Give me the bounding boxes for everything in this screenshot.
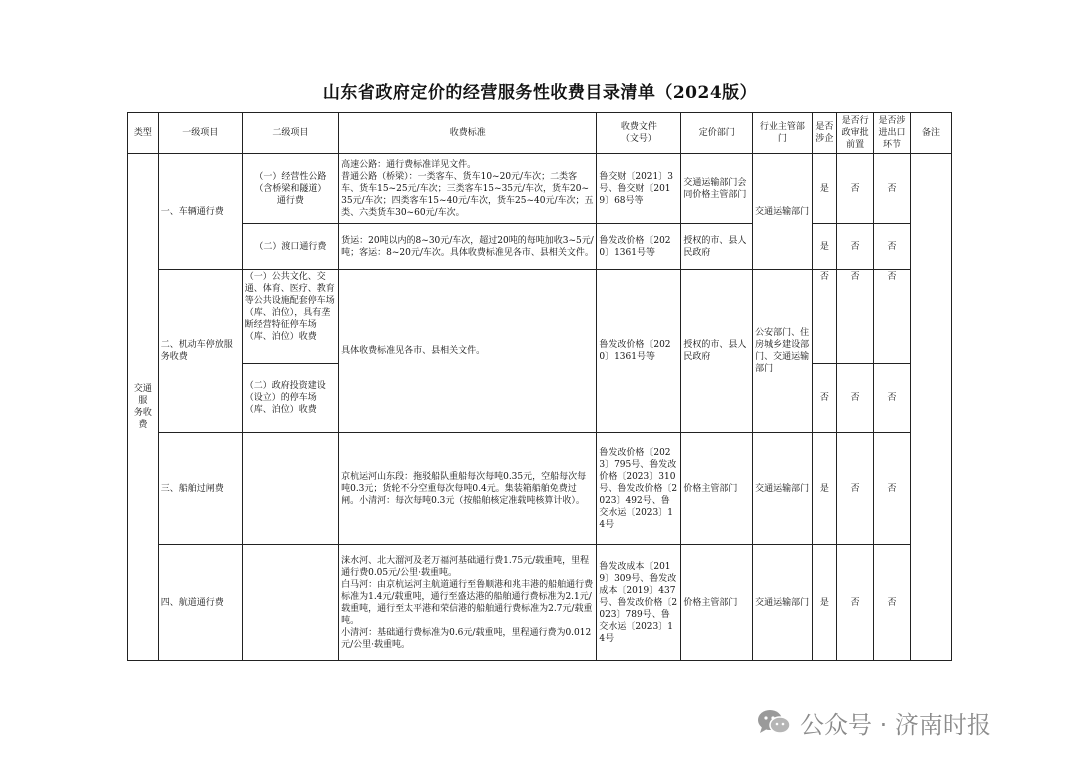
level2-cell: （一）经营性公路 （含桥梁和隧道） 通行费 [242, 154, 338, 224]
industry-dept-cell: 交通运输部门 [753, 433, 812, 545]
header-remarks: 备注 [910, 113, 951, 154]
header-document: 收费文件 （文号） [597, 113, 681, 154]
pricing-dept-cell: 授权的市、县人民政府 [681, 224, 753, 270]
involves-enterprise-cell: 否 [812, 364, 837, 433]
table-row [128, 154, 952, 224]
document-cell: 鲁交财〔2021〕3号、鲁交财〔2019〕68号等 [597, 154, 681, 224]
document-cell: 鲁发改价格〔2023〕795号、鲁发改价格〔2023〕310号、鲁发改价格〔2023〕492号、鲁交水运〔2023〕14号 [597, 433, 681, 545]
table-row [128, 224, 952, 270]
standard-cell: 货运：20吨以内的8~30元/车次，超过20吨的每吨加收3~5元/吨；客运：8~20元/车次。具体收费标准见各市、县相关文件。 [339, 224, 597, 270]
involves-enterprise-cell: 是 [812, 154, 837, 224]
level1-cell: 四、航道通行费 [158, 545, 242, 661]
watermark-text: 公众号 · 济南时报 [800, 710, 991, 739]
fee-catalog-table [127, 112, 952, 661]
level1-cell: 二、机动车停放服务收费 [158, 270, 242, 433]
pricing-dept-cell: 交通运输部门会同价格主管部门 [681, 154, 753, 224]
involves-enterprise-cell: 否 [812, 270, 837, 364]
pricing-dept-cell: 授权的市、县人民政府 [681, 270, 753, 433]
import-export-cell: 否 [874, 224, 911, 270]
watermark [756, 706, 991, 738]
level1-cell: 一、车辆通行费 [158, 154, 242, 270]
header-category: 类型 [128, 113, 159, 154]
gov-approval-cell: 否 [837, 433, 874, 545]
level1-cell: 三、船舶过闸费 [158, 433, 242, 545]
level2-cell [242, 545, 338, 661]
header-industry-dept: 行业主管部 门 [753, 113, 812, 154]
document-cell: 鲁发改成本〔2019〕309号、鲁发改成本〔2019〕437号、鲁发改价格〔2023〕789号、鲁交水运〔2023〕14号 [597, 545, 681, 661]
level2-cell [242, 433, 338, 545]
level2-cell: （一）公共文化、交通、体育、医疗、教育等公共设施配套停车场（库、泊位），具有垄断经营特征停车场（库、泊位）收费 [242, 270, 338, 364]
level2-cell: （二）政府投资建设（设立）的停车场（库、泊位）收费 [242, 364, 338, 433]
industry-dept-cell: 交通运输部门 [753, 545, 812, 661]
industry-dept-cell: 交通运输部门 [753, 154, 812, 270]
gov-approval-cell: 否 [837, 154, 874, 224]
import-export-cell: 否 [874, 545, 911, 661]
standard-cell: 具体收费标准见各市、县相关文件。 [339, 270, 597, 433]
remarks-cell [910, 154, 951, 661]
category-cell: 交通服 务收费 [128, 154, 159, 661]
header-level1: 一级项目 [158, 113, 242, 154]
header-level2: 二级项目 [242, 113, 338, 154]
header-involves-enterprise: 是否 涉企 [812, 113, 837, 154]
involves-enterprise-cell: 是 [812, 433, 837, 545]
page-title: 山东省政府定价的经营服务性收费目录清单（2024版） [322, 83, 758, 103]
gov-approval-cell: 否 [837, 270, 874, 364]
table-row [128, 433, 952, 545]
pricing-dept-cell: 价格主管部门 [681, 545, 753, 661]
import-export-cell: 否 [874, 154, 911, 224]
header-import-export: 是否涉 进出口 环节 [874, 113, 911, 154]
import-export-cell: 否 [874, 270, 911, 364]
header-row [128, 113, 952, 154]
import-export-cell: 否 [874, 433, 911, 545]
document-cell: 鲁发改价格〔2020〕1361号等 [597, 270, 681, 433]
gov-approval-cell: 否 [837, 364, 874, 433]
standard-cell: 京杭运河山东段：拖驳船队重船每次每吨0.35元，空船每次每吨0.3元；货轮不分空重每次每吨0.4元。集装箱船舶免费过闸。小清河：每次每吨0.3元（按船舶核定准载吨核算计收）。 [339, 433, 597, 545]
table-row [128, 270, 952, 364]
document-cell: 鲁发改价格〔2020〕1361号等 [597, 224, 681, 270]
involves-enterprise-cell: 是 [812, 224, 837, 270]
level2-cell: （二）渡口通行费 [242, 224, 338, 270]
wechat-icon [756, 708, 792, 736]
standard-cell: 高速公路：通行费标准详见文件。 普通公路（桥梁）：一类客车、货车10~20元/车次；二类客车、货车15~25元/车次；三类客车15~35元/车次，货车20~35元/车次；四类客车15~40元/车次，货车25~40元/车次；五类、六类货车30~60元/车次。 [339, 154, 597, 224]
pricing-dept-cell: 价格主管部门 [681, 433, 753, 545]
header-pricing-dept: 定价部门 [681, 113, 753, 154]
import-export-cell: 否 [874, 364, 911, 433]
involves-enterprise-cell: 是 [812, 545, 837, 661]
industry-dept-cell: 公安部门、住房城乡建设部门、交通运输部门 [753, 270, 812, 433]
gov-approval-cell: 否 [837, 224, 874, 270]
standard-cell: 涞水河、北大溜河及老万福河基础通行费1.75元/载重吨，里程通行费0.05元/公里·载重吨。 白马河：由京杭运河主航道通行至鲁顺港和兆丰港的船舶通行费标准为1.4元/载重吨，通行至盛达港的船舶通行费标准为2.1元/载重吨，通行至太平港和荣信港的船舶通行费标准为2.7元/载重吨。 小清河：基础通行费标准为0.6元/载重吨，里程通行费为0.012元/公里·载重吨。 [339, 545, 597, 661]
header-gov-approval: 是否行 政审批 前置 [837, 113, 874, 154]
gov-approval-cell: 否 [837, 545, 874, 661]
table-row [128, 545, 952, 661]
header-standard: 收费标准 [339, 113, 597, 154]
